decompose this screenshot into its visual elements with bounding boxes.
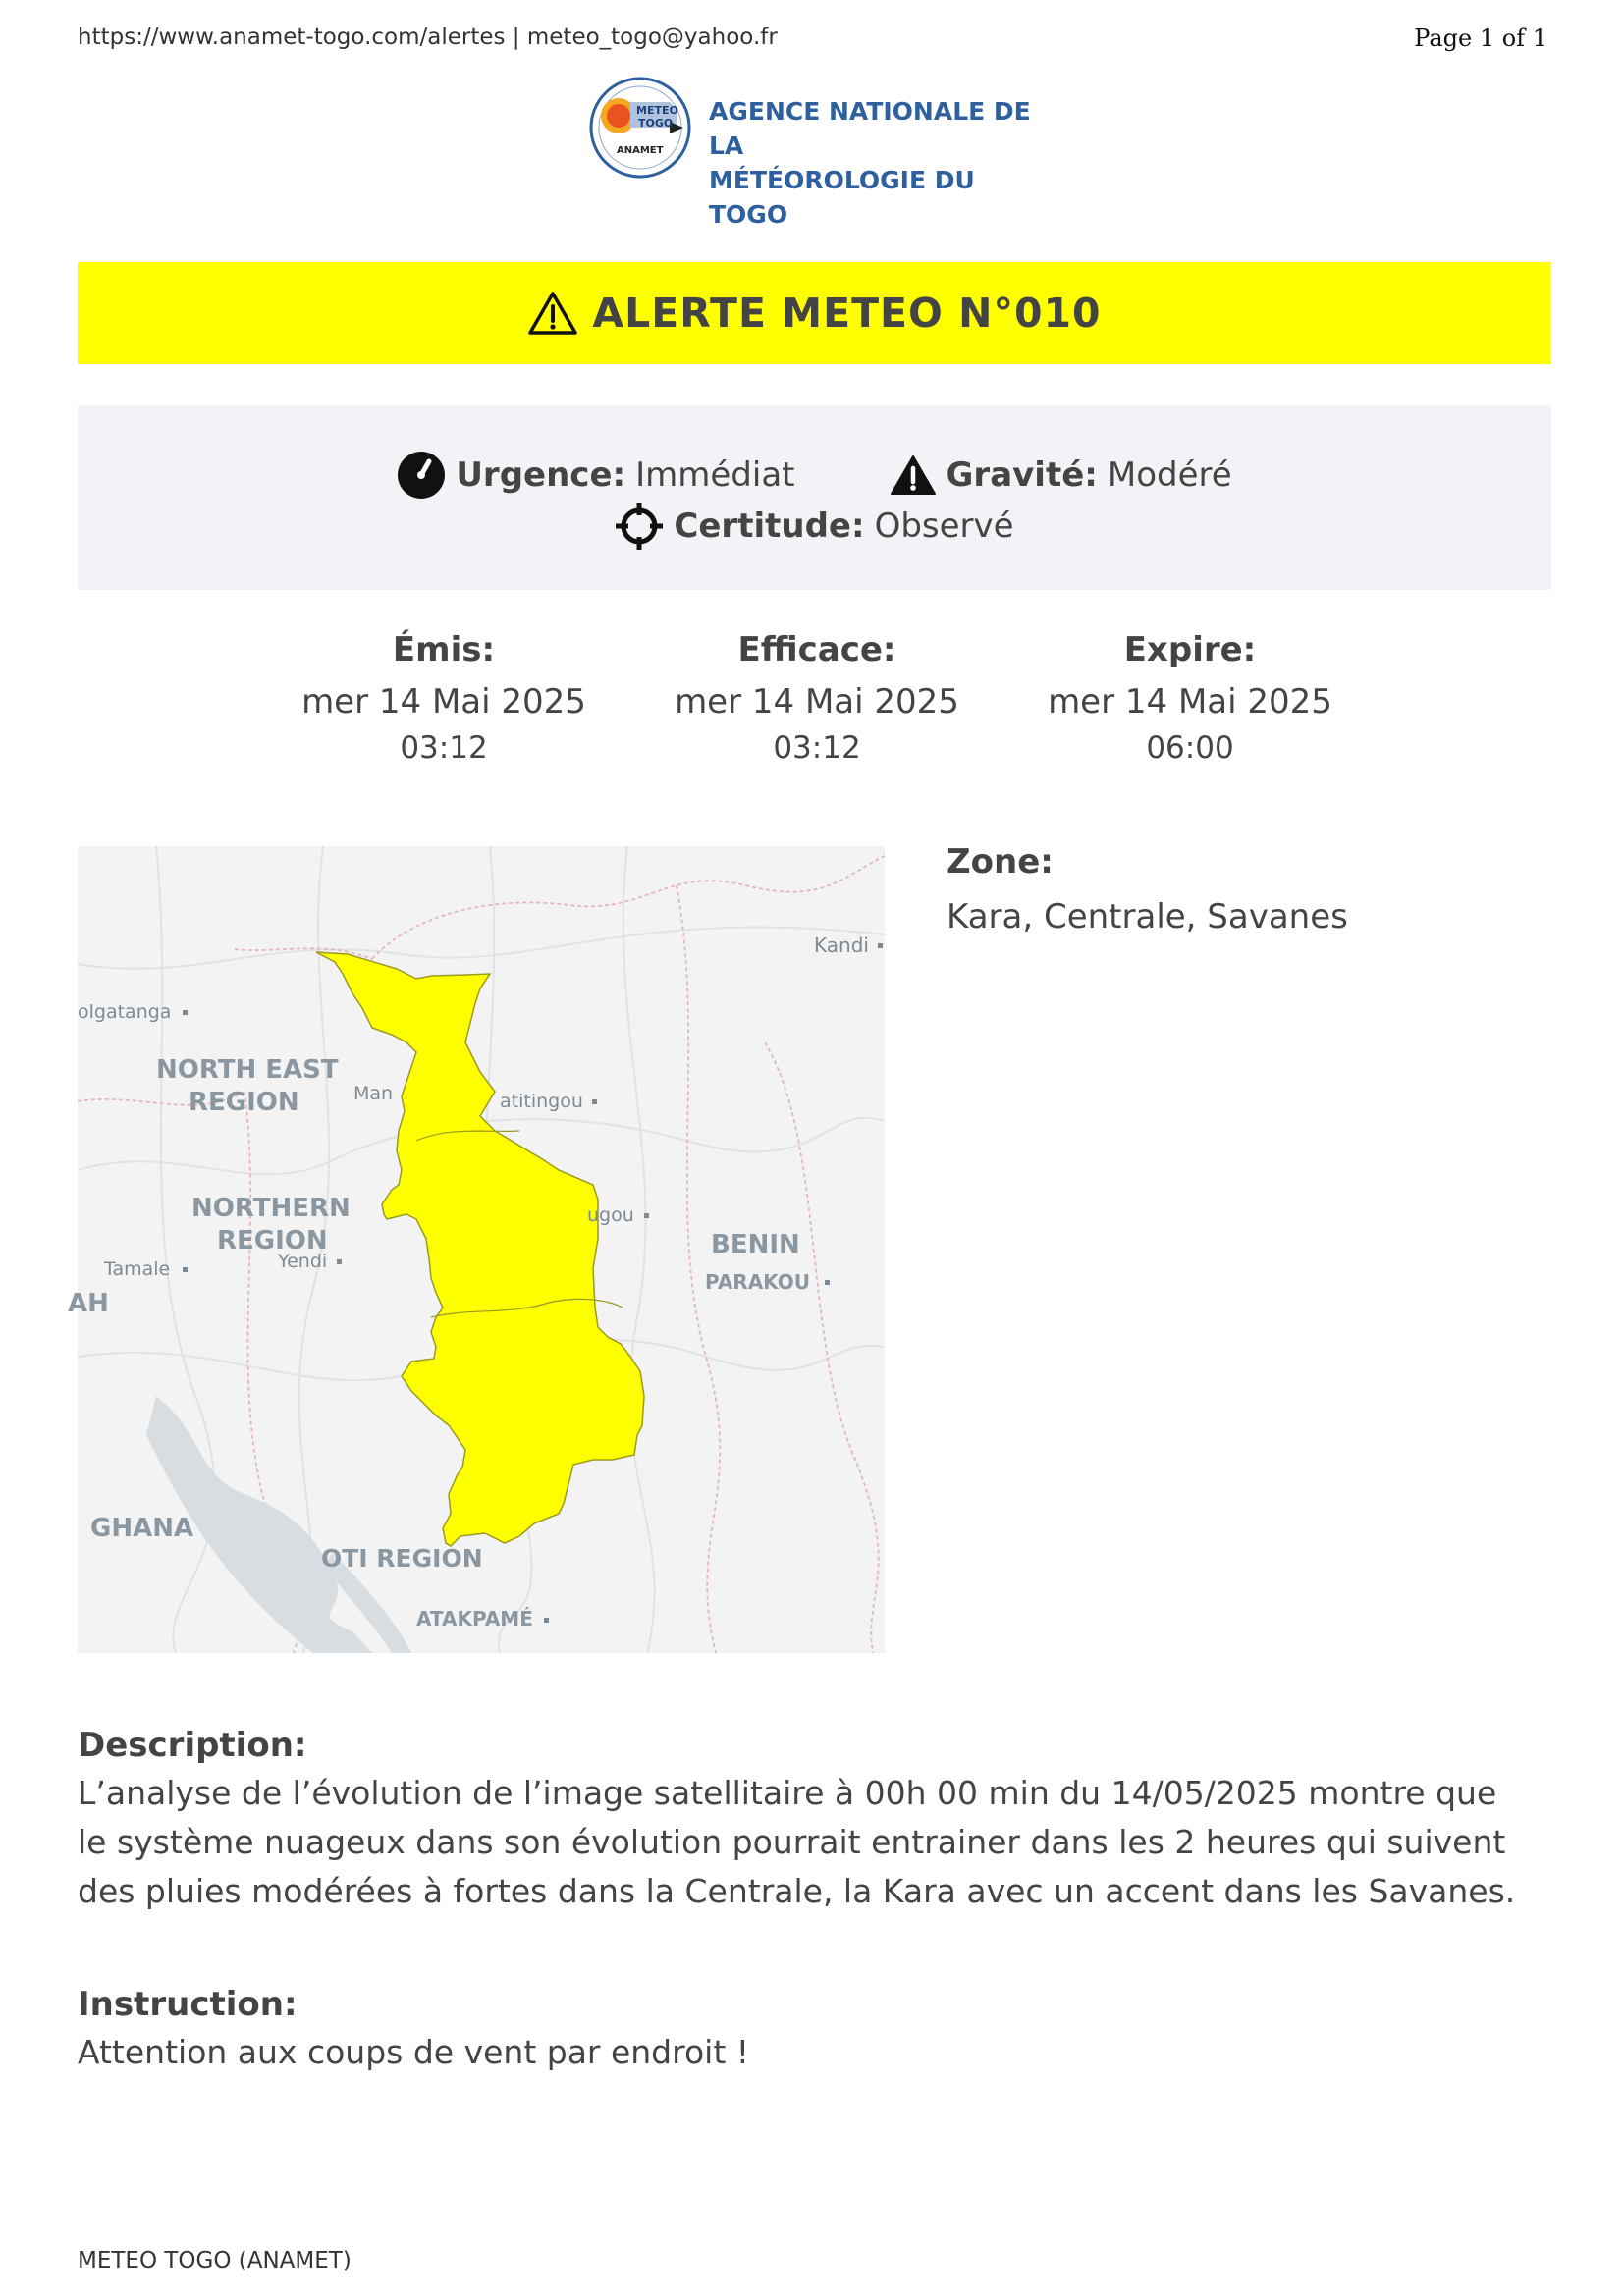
certitude-item [615,502,1013,551]
zone-value: Kara, Centrale, Savanes [947,897,1348,936]
agency-logo [587,75,1049,229]
gravite-label: Gravité: [946,455,1098,495]
exclamation-triangle-icon [890,454,937,496]
alert-metadata-panel [78,405,1551,590]
map-label-tamale: Tamale [104,1258,171,1280]
map-label-atakpame: ATAKPAMÉ [416,1607,533,1630]
map-label-ghana: GHANA [90,1514,194,1543]
date-value: mer 14 Mai 2025 [675,682,959,721]
agency-name-line1: AGENCE NATIONALE DE LA [709,97,1031,160]
alert-zone-map [68,846,885,1653]
page-number: Page 1 of 1 [1414,25,1547,52]
date-label: Expire: [1123,630,1257,669]
date-value: mer 14 Mai 2025 [301,682,586,721]
footer-text: METEO TOGO (ANAMET) [78,2248,352,2273]
instruction-label: Instruction: [78,1985,298,2024]
date-expire [1033,630,1347,766]
description-label: Description: [78,1726,307,1765]
urgence-item [397,451,794,500]
map-label-north-east-region: REGION [189,1088,299,1117]
map-label-north-east: NORTH EAST [156,1055,339,1085]
map-label-oti-region: OTI REGION [321,1544,483,1573]
crosshairs-icon [615,502,664,551]
zone-block [947,842,1348,936]
description-line: des pluies modérées à fortes dans la Centrale, la Kara avec un accent dans les Savanes. [78,1872,1516,1910]
description-text [78,1769,1560,1916]
urgence-value: Immédiat [635,455,795,495]
gravite-value: Modéré [1107,455,1232,495]
map-label-bolgatanga: olgatanga [78,1001,172,1023]
map-label-benin: BENIN [711,1230,800,1259]
map-label-northern: NORTHERN [191,1194,351,1223]
description-line: L’analyse de l’évolution de l’image satellitaire à 00h 00 min du 14/05/2025 montre que [78,1774,1497,1812]
map-label-mango: Man [353,1083,394,1104]
date-value: mer 14 Mai 2025 [1048,682,1332,721]
urgence-label: Urgence: [456,455,626,495]
svg-text:METEO: METEO [636,104,678,117]
certitude-label: Certitude: [674,507,865,546]
map-label-parakou: PARAKOU [705,1270,811,1294]
agency-emblem-icon [587,75,697,181]
description-section [78,1726,1560,1916]
header-source: https://www.anamet-togo.com/alertes | meteo_togo@yahoo.fr [78,25,778,50]
instruction-section [78,1985,1560,2077]
map-label-ah: AH [68,1289,109,1318]
map-label-natitingou: atitingou [500,1091,583,1112]
instruction-text: Attention aux coups de vent par endroit ! [78,2033,749,2071]
date-efficace [660,630,974,766]
alert-title: ALERTE METEO N°010 [592,290,1102,337]
description-line: le système nuageux dans son évolution pourrait entrainer dans les 2 heures qui suivent [78,1823,1506,1861]
date-emis [287,630,601,766]
svg-text:TOGO: TOGO [638,117,674,130]
map-label-northern-region: REGION [217,1226,328,1255]
zone-label: Zone: [947,842,1054,881]
time-value: 03:12 [400,730,488,766]
time-value: 06:00 [1146,730,1234,766]
gravite-item [890,451,1232,500]
svg-text:ANAMET: ANAMET [617,145,664,156]
certitude-value: Observé [874,507,1014,546]
date-label: Efficace: [737,630,896,669]
agency-name-line2: MÉTÉOROLOGIE DU TOGO [709,166,975,229]
map-label-yendi: Yendi [278,1251,328,1272]
map-label-kandi: Kandi [814,934,869,957]
warning-triangle-icon [527,291,578,336]
map-label-djougou: ugou [587,1204,634,1226]
alert-banner [78,262,1551,364]
stopwatch-icon [397,451,446,500]
time-value: 03:12 [773,730,861,766]
date-label: Émis: [392,630,496,669]
